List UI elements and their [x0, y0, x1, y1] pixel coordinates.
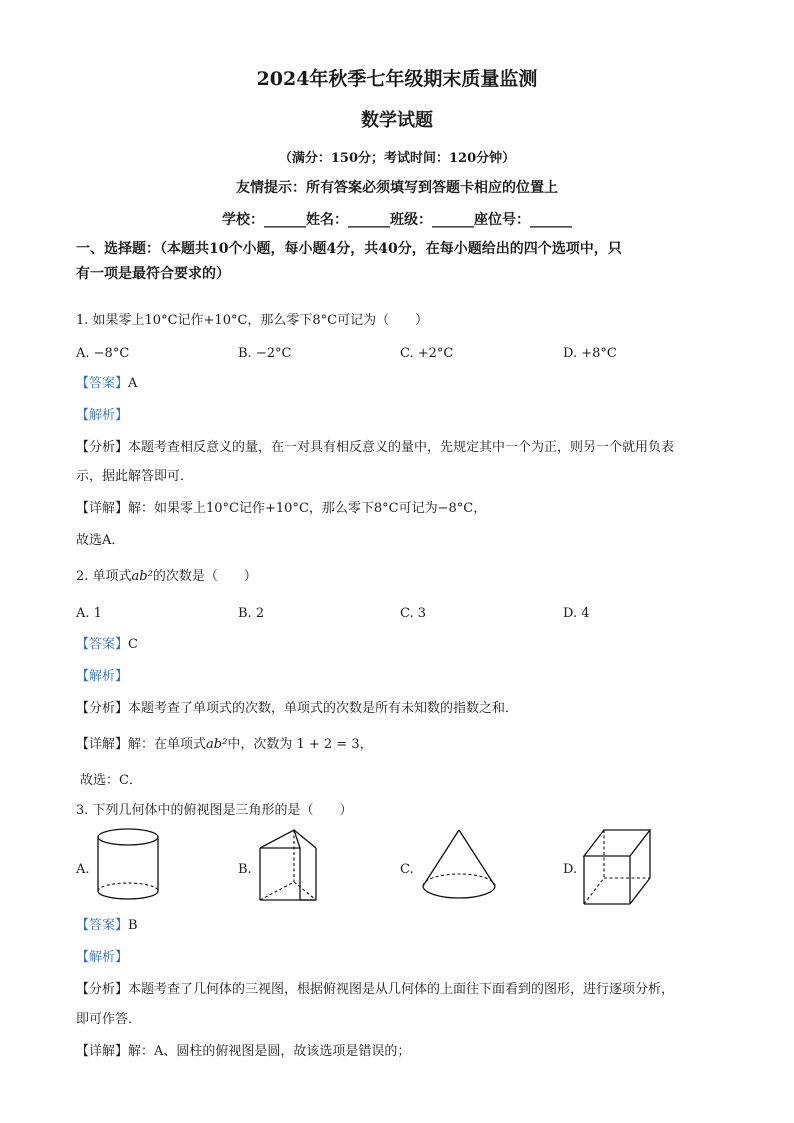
q2-detail-math: ab² — [206, 737, 228, 752]
q2-fenxi — [76, 700, 518, 718]
q1-option-d: D. +8°C — [563, 346, 617, 361]
fenxi-label: 【分析】 — [76, 982, 129, 997]
friendly-tip: 友情提示：所有答案必须填写到答题卡相应的位置上 — [236, 180, 558, 196]
detail-label: 【详解】 — [76, 737, 129, 752]
q2-stem — [76, 568, 257, 586]
cone-figure — [418, 826, 500, 908]
analysis-label: 【解析】 — [76, 950, 129, 965]
q1-option-b: B. −2°C — [238, 346, 292, 361]
q2-detail-prefix: 解：在单项式 — [128, 737, 207, 752]
q2-option-a: A. 1 — [76, 606, 102, 621]
rectangular-prism-figure — [580, 824, 656, 910]
q2-stem-suffix: 的次数是（ ） — [152, 569, 257, 584]
q3-fenxi-line2: 即可作答． — [76, 1012, 142, 1027]
q2-option-b: B. 2 — [238, 606, 265, 621]
answer-label: 【答案】 — [76, 918, 129, 933]
q2-detail-suffix: 中，次数为 1 + 2 = 3， — [227, 737, 373, 752]
q3-option-d-label: D. — [563, 862, 578, 877]
cylinder-figure — [90, 824, 166, 908]
q3-fenxi-text: 本题考查了几何体的三视图，根据俯视图是从几何体的上面往下面看到的图形，进行逐项分析， — [128, 982, 675, 997]
answer-label: 【答案】 — [76, 637, 129, 652]
triangular-prism-figure — [254, 826, 324, 908]
q2-stem-prefix: 2. 单项式 — [76, 569, 132, 584]
q2-answer — [76, 636, 138, 654]
fenxi-label: 【分析】 — [76, 440, 129, 455]
answer-label: 【答案】 — [76, 376, 129, 391]
q3-detail-text: 解：A、圆柱的俯视图是圆，故该选项是错误的； — [128, 1044, 411, 1059]
fenxi-label: 【分析】 — [76, 701, 129, 716]
q3-stem: 3. 下列几何体中的俯视图是三角形的是（ ） — [76, 803, 353, 818]
q2-option-c: C. 3 — [400, 606, 427, 621]
analysis-label: 【解析】 — [76, 408, 129, 423]
q3-answer-value: B — [128, 918, 138, 933]
q3-option-c-label: C. — [400, 862, 414, 877]
q1-stem: 1. 如果零上10°C记作+10°C，那么零下8°C可记为（ ） — [76, 313, 429, 328]
q1-fenxi — [76, 439, 674, 457]
q1-option-a: A. −8°C — [76, 346, 130, 361]
q2-analysis-label — [76, 668, 128, 686]
q2-stem-math: ab² — [131, 569, 153, 584]
q3-analysis-label — [76, 949, 128, 967]
q2-answer-value: C — [128, 637, 138, 652]
detail-label: 【详解】 — [76, 1044, 129, 1059]
score-time: （满分：150分；考试时间：120分钟） — [278, 151, 516, 166]
q2-conclusion: 故选：C． — [80, 773, 142, 788]
q3-answer — [76, 917, 138, 935]
q3-fenxi — [76, 981, 674, 999]
q3-option-b-label: B. — [238, 862, 252, 877]
detail-label: 【详解】 — [76, 501, 129, 516]
student-info: 学校：______姓名：______班级：______座位号：______ — [222, 212, 572, 228]
analysis-label: 【解析】 — [76, 669, 129, 684]
exam-title: 2024年秋季七年级期末质量监测 — [256, 68, 538, 90]
subject-title: 数学试题 — [361, 110, 433, 131]
q1-detail — [76, 500, 486, 518]
q3-detail — [76, 1043, 410, 1061]
q1-fenxi-line2: 示，据此解答即可． — [76, 469, 194, 484]
q1-answer-value: A — [128, 376, 138, 391]
q2-detail — [76, 736, 373, 754]
q2-option-d: D. 4 — [563, 606, 590, 621]
q1-analysis-label — [76, 407, 128, 425]
q1-fenxi-text: 本题考查相反意义的量，在一对具有相反意义的量中，先规定其中一个为正，则另一个就用负表 — [128, 440, 675, 455]
q1-answer — [76, 375, 137, 393]
q2-fenxi-text: 本题考查了单项式的次数，单项式的次数是所有未知数的指数之和． — [128, 701, 519, 716]
section-heading-line1: 一、选择题：（本题共10个小题，每小题4分，共40分，在每小题给出的四个选项中，只 — [76, 241, 622, 257]
section-heading-line2: 有一项是最符合要求的） — [76, 266, 230, 282]
q1-option-c: C. +2°C — [400, 346, 454, 361]
q3-option-a-label: A. — [76, 862, 90, 877]
q1-detail-text: 解：如果零上10°C记作+10°C，那么零下8°C可记为−8°C， — [128, 501, 487, 516]
q1-conclusion: 故选A． — [76, 533, 125, 548]
